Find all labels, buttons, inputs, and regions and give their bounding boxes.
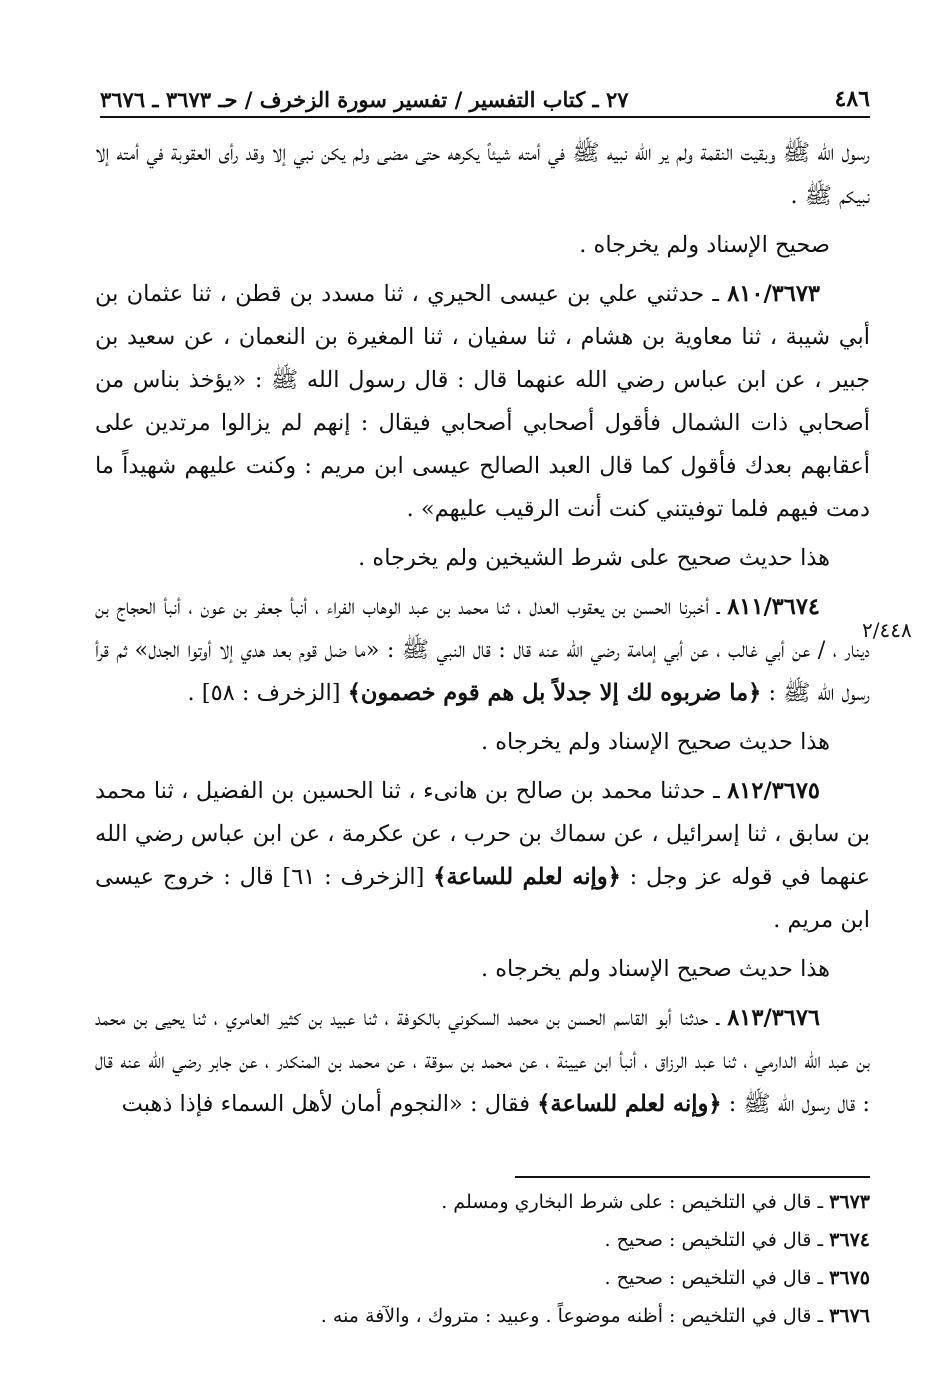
hadith-number: ٨١٢/٣٦٧٥ (727, 778, 820, 804)
grading-line: هذا حديث صحيح الإسناد ولم يخرجاه . (480, 729, 830, 755)
hadith-text: ـ أخبرنا الحسن بن يعقوب العدل ، ثنا محمد بن عبد الوهاب الفراء ، أنبأ جعفر بن عون ، أنبأ الحجاج بن دينار ، / عن أبي غالب ، عن أبي إمامة رضي الله عنه قال : قال النبي ﷺ : «ما ضل قوم بعد هدي إلا أوتوا الجدل» ثم قرأ رسول الله ﷺ : (95, 594, 870, 706)
quran-verse: ﴿وإنه لعلم للساعة﴾ (433, 864, 621, 890)
footnote (200, 1297, 870, 1335)
hadith-3675 (95, 770, 870, 942)
running-header (100, 82, 870, 118)
hadith-text: ـ حدثني علي بن عيسى الحيري ، ثنا مسدد بن قطن ، ثنا عثمان بن أبي شيبة ، ثنا معاوية بن هشام ، ثنا سفيان ، ثنا المغيرة بن النعمان ، عن سعيد بن جبير ، عن ابن عباس رضي الله عنهما قال : قال رسول الله ﷺ : «يؤخذ بناس من أصحابي ذات الشمال فأقول أصحابي أصحابي فيقال : إنهم لم يزالوا مرتدين على أعقابهم بعدك فأقول كما قال العبد الصالح عيسى ابن مريم : وكنت عليهم شهيداً ما دمت فيهم فلما توفيتني كنت أنت الرقيب عليهم» . (95, 281, 870, 522)
hadith-number: ٨١٣/٣٦٧٦ (727, 1005, 820, 1031)
footnote-number: ٣٦٧٦ (829, 1305, 870, 1327)
grading-line: هذا حديث صحيح على شرط الشيخين ولم يخرجاه . (358, 545, 830, 571)
grading-line: صحيح الإسناد ولم يخرجاه . (579, 232, 830, 258)
hadith-3676 (95, 997, 870, 1126)
header-title: ٢٧ ـ كتاب التفسير / تفسير سورة الزخرف / حـ ٣٦٧٣ ـ ٣٦٧٦ (100, 86, 629, 112)
main-text (95, 132, 870, 1132)
grading-line: هذا حديث صحيح الإسناد ولم يخرجاه . (480, 956, 830, 982)
footnote-text: ـ قال في التلخيص : أظنه موضوعاً . وعبيد : متروك ، والآفة منه . (320, 1305, 830, 1327)
footnote-text: ـ قال في التلخيص : على شرط البخاري ومسلم . (441, 1191, 830, 1213)
hadith-3673 (95, 273, 870, 531)
hadith-number: ٨١١/٣٦٧٤ (727, 594, 820, 620)
footnote-text: ـ قال في التلخيص : صحيح . (604, 1267, 830, 1289)
footnote-number: ٣٦٧٥ (829, 1267, 870, 1289)
quran-verse: ﴿وإنه لعلم للساعة﴾ (537, 1091, 722, 1117)
hadith-text: ـ حدثنا محمد بن صالح بن هانىء ، ثنا الحسين بن الفضيل ، ثنا محمد بن سابق ، ثنا إسرائيل ، عن سماك بن حرب ، عن عكرمة ، عن ابن عباس رضي الله عنهما في قوله عز وجل : (95, 778, 870, 890)
footnote-divider (515, 1176, 870, 1178)
footnotes (200, 1183, 870, 1335)
quran-verse: ﴿ما ضربوه لك إلا جدلاً بل هم قوم خصمون﴾ (347, 680, 762, 706)
hadith-number: ٨١٠/٣٦٧٣ (727, 281, 820, 307)
hadith-3674 (95, 586, 870, 715)
footnote-number: ٣٦٧٣ (829, 1191, 870, 1213)
footnote (200, 1259, 870, 1297)
hadith-text-end: [الزخرف : ٥٨] . (187, 680, 348, 706)
continued-paragraph: رسول الله ﷺ وبقيت النقمة ولم ير الله نبيه ﷺ في أمته شيئاً يكرهه حتى مضى ولم يكن نبي إلا وقد رأى العقوبة في أمته إلا نبيكم ﷺ . (95, 140, 870, 209)
footnote (200, 1221, 870, 1259)
page-number: ٤٨٦ (834, 86, 870, 112)
hadith-text-end: [الزخرف : ٦١] قال : خروج عيسى ابن مريم . (95, 864, 870, 933)
hadith-text: ـ حدثنا أبو القاسم الحسن بن محمد السكوني بالكوفة ، ثنا عبيد بن كثير العامري ، ثنا يحيى بن محمد بن عبد الله الدارمي ، ثنا عبد الرزاق ، أنبأ ابن عيينة ، عن محمد بن سوقة ، عن محمد بن المنكدر ، عن جابر رضي الله عنه قال : قال رسول الله ﷺ : (95, 1005, 870, 1117)
footnote (200, 1183, 870, 1221)
margin-reference: ٢/٤٤٨ (862, 618, 912, 642)
hadith-text-end: فقال : «النجوم أمان لأهل السماء فإذا ذهبت (121, 1091, 538, 1117)
footnote-text: ـ قال في التلخيص : صحيح . (604, 1229, 830, 1251)
footnote-number: ٣٦٧٤ (829, 1229, 870, 1251)
